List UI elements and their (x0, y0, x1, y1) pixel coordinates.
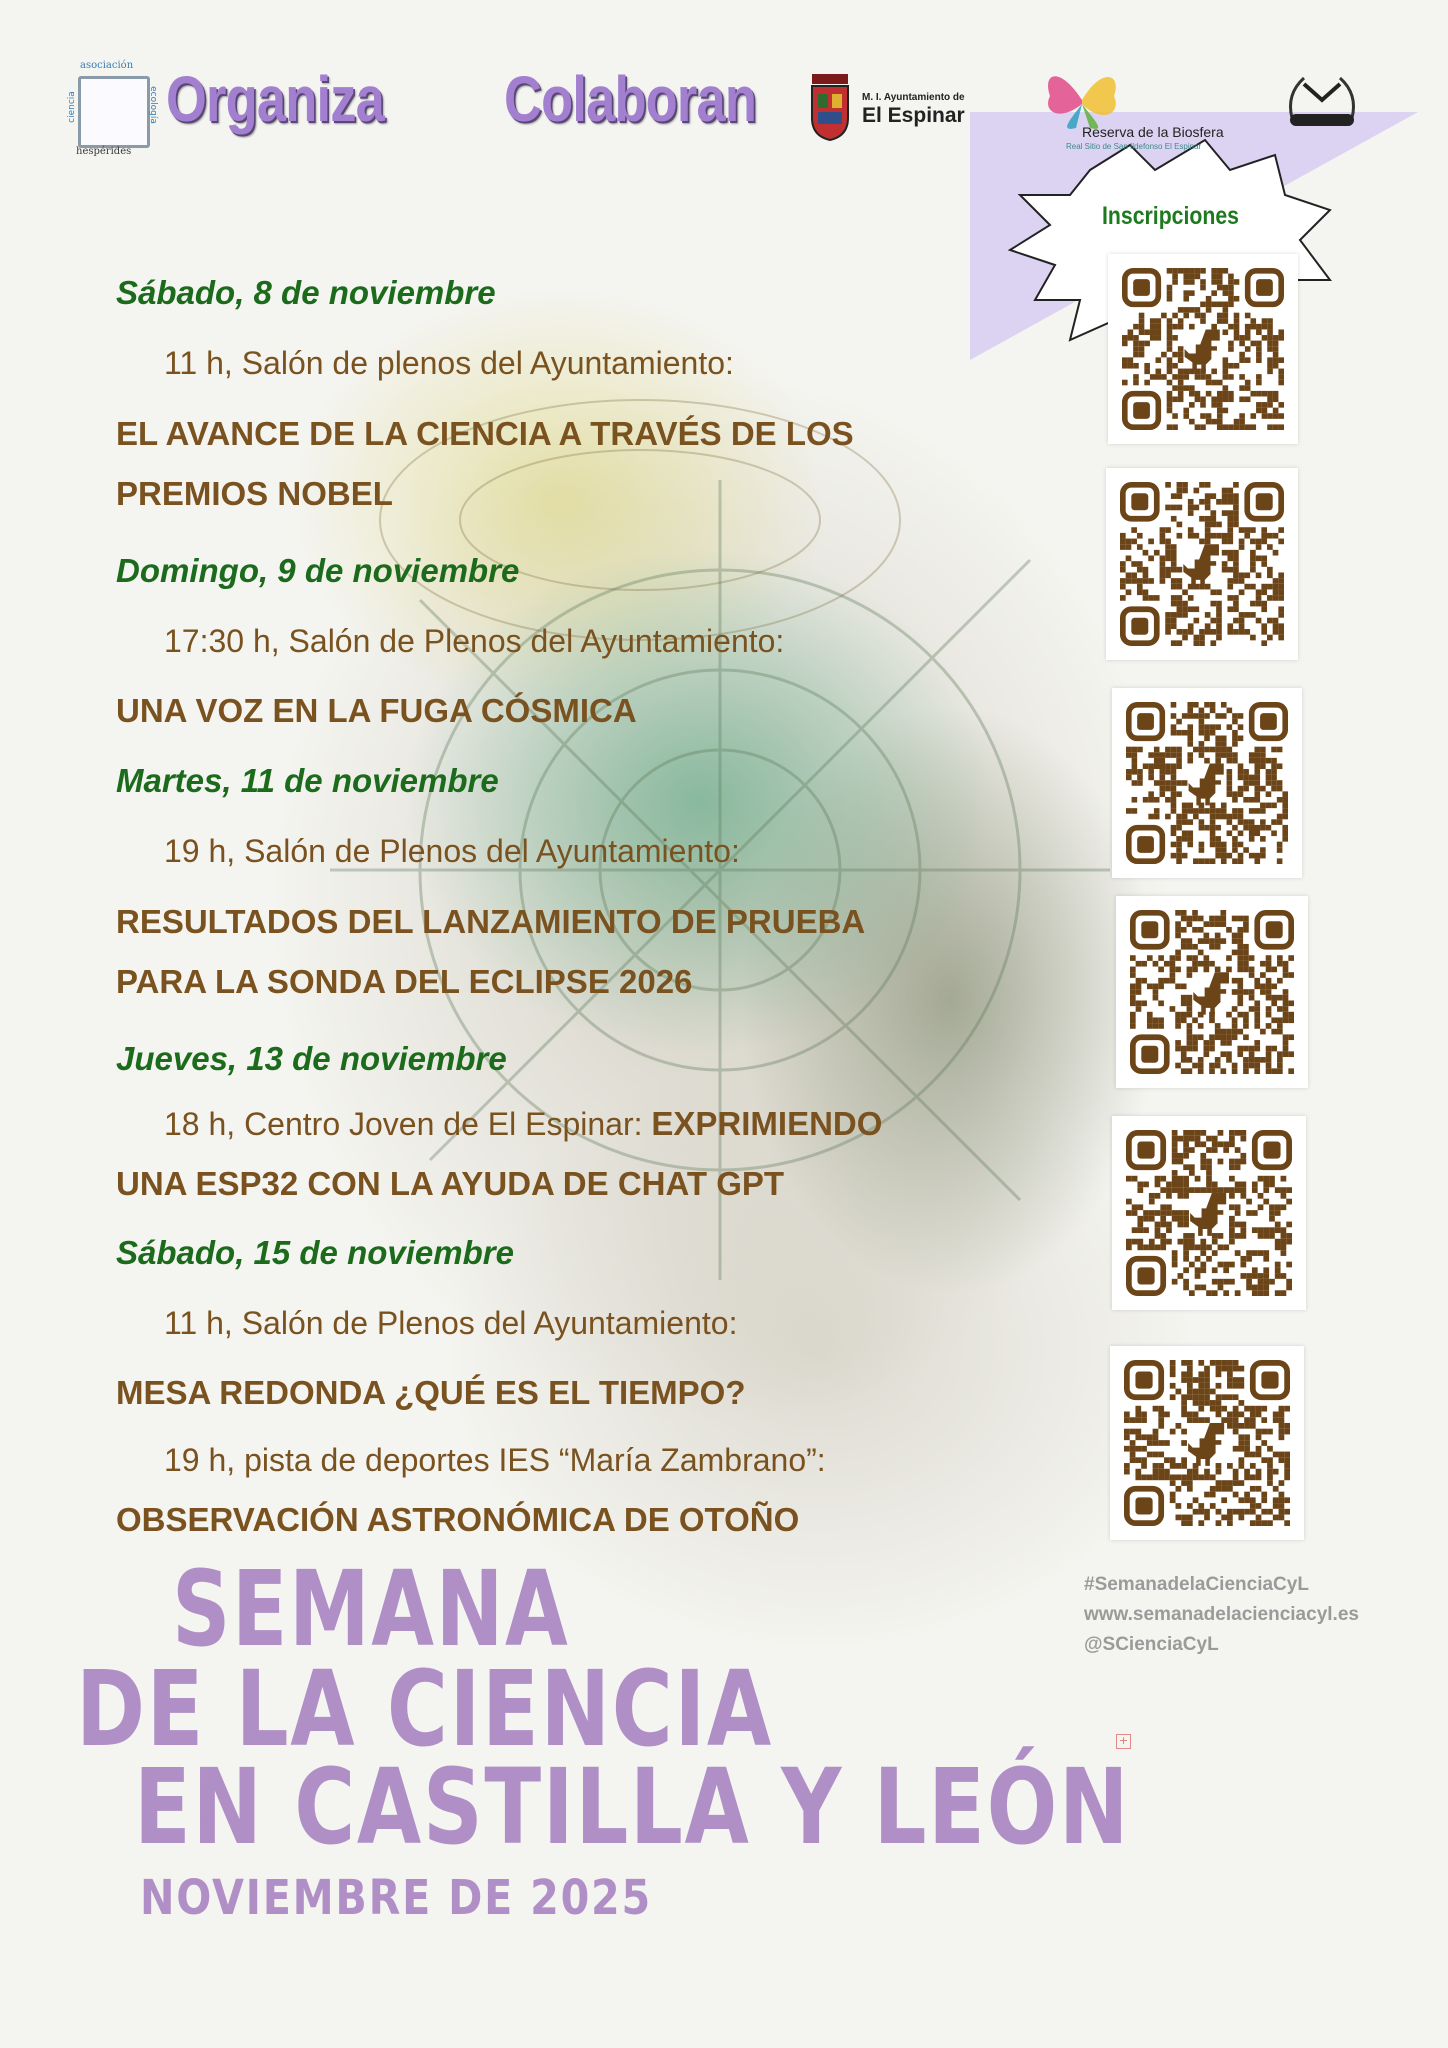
event-3-title (116, 886, 1016, 1024)
espinar-shield-icon (808, 72, 852, 142)
social-handle[interactable]: @SCienciaCyL (1084, 1634, 1219, 1655)
ies-maria-zambrano-logo-icon (1282, 70, 1362, 140)
program-list (116, 258, 1016, 1562)
footer-date: NOVIEMBRE DE 2025 (140, 1870, 652, 1926)
event-5-day: Sábado, 15 de noviembre (116, 1234, 514, 1271)
event-3-title-line-2: PARA LA SONDA DEL ECLIPSE 2026 (116, 963, 693, 1000)
event-5-place: 11 h, Salón de Plenos del Ayuntamiento: (164, 1305, 738, 1341)
footer-title-ciencia: DE LA CIENCIA (76, 1648, 773, 1770)
qr-code-icon (1124, 1360, 1290, 1526)
espinar-subtitle: M. I. Ayuntamiento de (862, 92, 965, 103)
event-1-title (116, 398, 1016, 536)
event-3-place: 19 h, Salón de Plenos del Ayuntamiento: (164, 833, 740, 869)
biosfera-label: Reserva de la Biosfera (1082, 124, 1224, 140)
event-2-title: UNA VOZ EN LA FUGA CÓSMICA (116, 692, 637, 729)
qr-code-icon (1130, 910, 1294, 1074)
logo-bottom-text: hespérides (76, 146, 132, 157)
hashtag: #SemanadelaCienciaCyL (1084, 1574, 1309, 1595)
event-3-title-line-1: RESULTADOS DEL LANZAMIENTO DE PRUEBA (116, 903, 866, 940)
qr-code-icon (1122, 268, 1284, 430)
biosfera-subtitle: Real Sitio de San Ildefonso El Espinar (1066, 142, 1202, 151)
event-4-block (116, 1094, 1016, 1218)
qr-code-icon (1120, 482, 1284, 646)
event-5b-place: 19 h, pista de deportes IES “María Zambrano”: (164, 1442, 826, 1478)
plus-icon: + (1116, 1734, 1131, 1749)
event-4-title-line-2: UNA ESP32 CON LA AYUDA DE CHAT GPT (116, 1165, 785, 1202)
logo-top-text: asociación (80, 60, 134, 71)
event-5-title: MESA REDONDA ¿QUÉ ES EL TIEMPO? (116, 1374, 746, 1411)
website-link[interactable]: www.semanadelacienciacyl.es (1084, 1604, 1359, 1625)
qr-code-1[interactable] (1108, 254, 1298, 444)
footer-title-semana: SEMANA (172, 1548, 570, 1670)
qr-code-6[interactable] (1110, 1346, 1304, 1540)
qr-code-4[interactable] (1116, 896, 1308, 1088)
event-1-day: Sábado, 8 de noviembre (116, 274, 496, 311)
hesperides-logo (64, 60, 164, 160)
logo-side-left-text: ciencia (66, 91, 77, 123)
event-1-place: 11 h, Salón de plenos del Ayuntamiento: (164, 345, 734, 381)
event-2-place: 17:30 h, Salón de Plenos del Ayuntamiento: (164, 623, 785, 659)
espinar-title: El Espinar (862, 104, 965, 127)
event-1-title-line-2: PREMIOS NOBEL (116, 475, 393, 512)
qr-code-icon (1126, 702, 1288, 864)
event-4-day: Jueves, 13 de noviembre (116, 1040, 507, 1077)
qr-code-icon (1126, 1130, 1292, 1296)
event-1-title-line-1: EL AVANCE DE LA CIENCIA A TRAVÉS DE LOS (116, 415, 854, 452)
logo-side-right-text: ecología (147, 86, 158, 124)
event-4-title-inline: EXPRIMIENDO (651, 1105, 883, 1142)
qr-code-5[interactable] (1112, 1116, 1306, 1310)
event-2-day: Domingo, 9 de noviembre (116, 552, 520, 589)
qr-code-3[interactable] (1112, 688, 1302, 878)
footer-title-cyl: EN CASTILLA Y LEÓN (134, 1746, 1131, 1868)
event-4-place-line (116, 1094, 1016, 1154)
organiza-heading: Organiza (166, 63, 384, 135)
event-5b-title: OBSERVACIÓN ASTRONÓMICA DE OTOÑO (116, 1501, 800, 1538)
event-4-place: 18 h, Centro Joven de El Espinar: (164, 1106, 652, 1142)
qr-code-2[interactable] (1106, 468, 1298, 660)
colaboran-heading: Colaboran (504, 63, 757, 135)
logo-frame (78, 76, 150, 148)
inscripciones-title: Inscripciones (1102, 202, 1239, 230)
event-3-day: Martes, 11 de noviembre (116, 762, 499, 799)
